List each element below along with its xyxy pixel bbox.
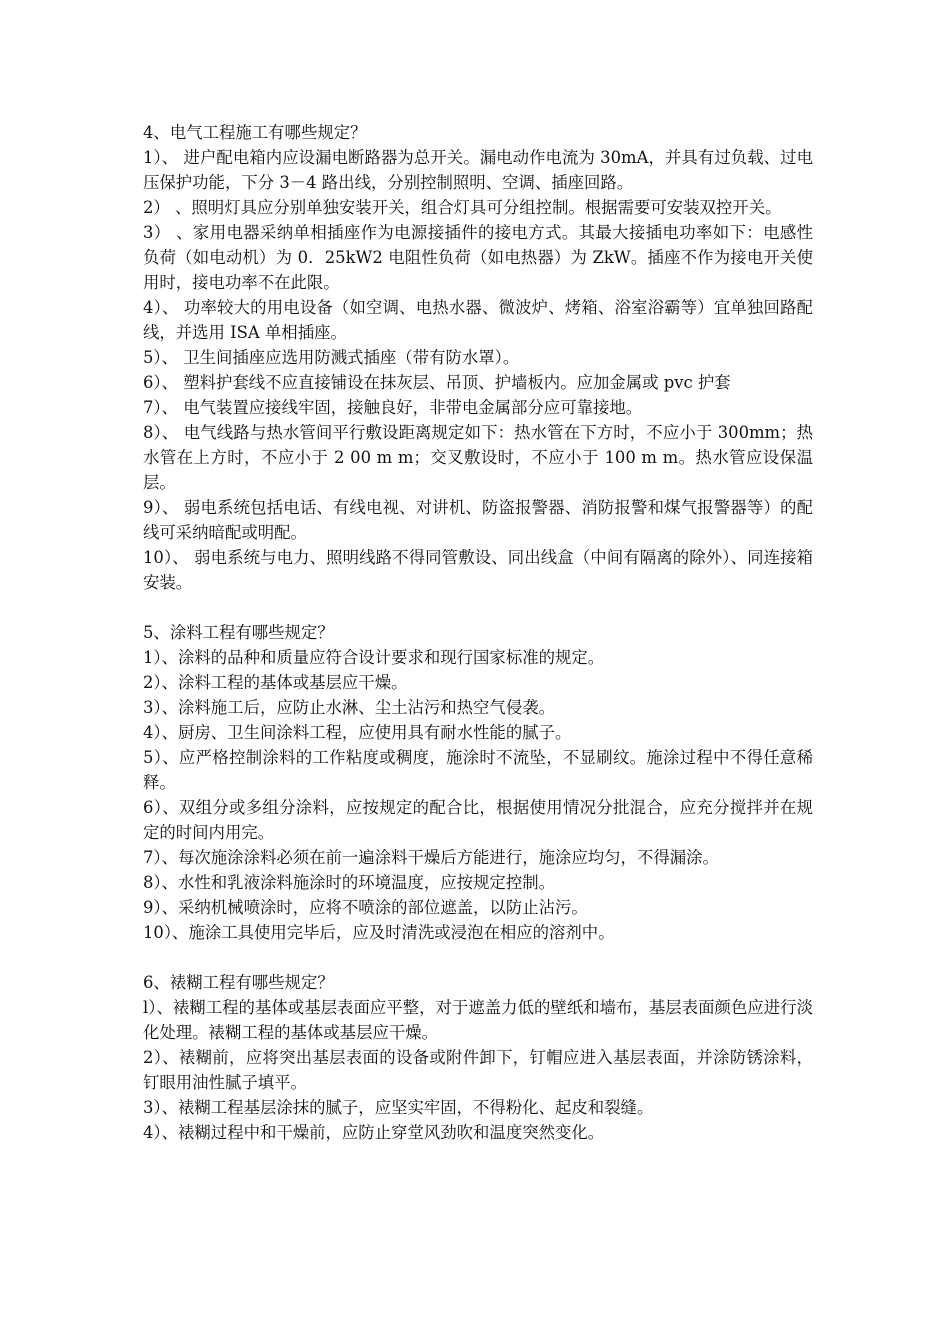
list-item: 4）、裱糊过程中和干燥前，应防止穿堂风劲吹和温度突然变化。 (143, 1123, 605, 1142)
list-item: 4）、厨房、卫生间涂料工程，应使用具有耐水性能的腻子。 (143, 723, 572, 742)
list-item: 2） 、照明灯具应分别单独安装开关，组合灯具可分组控制。根据需要可安装双控开关。 (143, 198, 782, 217)
section-title: 5、涂料工程有哪些规定？ (143, 623, 334, 642)
list-item: 8）、水性和乳液涂料施涂时的环境温度，应按规定控制。 (143, 873, 555, 892)
list-item: 8）、 电气线路与热水管间平行敷设距离规定如下：热水管在下方时，不应小于 300mm；热水管在上方时，不应小于 2 00 m m；交叉敷设时，不应小于 100 m m。热水管应设保温层。 (143, 423, 813, 492)
list-item: l）、裱糊工程的基体或基层表面应平整，对于遮盖力低的壁纸和墙布，基层表面颜色应进行淡化处理。裱糊工程的基体或基层应干燥。 (143, 998, 813, 1042)
list-item: 7）、 电气装置应接线牢固，接触良好，非带电金属部分应可靠接地。 (143, 398, 643, 417)
list-item: 10）、施涂工具使用完毕后，应及时清洗或浸泡在相应的溶剂中。 (143, 923, 615, 942)
list-item: 9）、 弱电系统包括电话、有线电视、对讲机、防盗报警器、消防报警和煤气报警器等）的配线可采纳暗配或明配。 (143, 498, 813, 542)
list-item: 9）、采纳机械喷涂时，应将不喷涂的部位遮盖，以防止沾污。 (143, 898, 588, 917)
list-item: 1）、 进户配电箱内应设漏电断路器为总开关。漏电动作电流为 30mA，并具有过负载、过电压保护功能，下分 3－4 路出线，分别控制照明、空调、插座回路。 (143, 148, 813, 192)
document-page (143, 120, 813, 1145)
list-item: 3）、涂料施工后，应防止水淋、尘土沾污和热空气侵袭。 (143, 698, 555, 717)
list-item: 5）、 卫生间插座应选用防溅式插座（带有防水罩）。 (143, 348, 520, 367)
section-electrical (143, 120, 813, 595)
list-item: 10）、 弱电系统与电力、照明线路不得同管敷设、同出线盒（中间有隔离的除外）、同连接箱安装。 (143, 548, 813, 592)
list-item: 7）、每次施涂涂料必须在前一遍涂料干燥后方能进行，施涂应均匀，不得漏涂。 (143, 848, 719, 867)
list-item: 1）、涂料的品种和质量应符合设计要求和现行国家标准的规定。 (143, 648, 605, 667)
section-title: 6、裱糊工程有哪些规定？ (143, 973, 334, 992)
list-item: 2）、裱糊前，应将突出基层表面的设备或附件卸下，钉帽应进入基层表面，并涂防锈涂料，钉眼用油性腻子填平。 (143, 1048, 813, 1092)
list-item: 3） 、家用电器采纳单相插座作为电源接插件的接电方式。其最大接插电功率如下：电感性负荷（如电动机）为 0．25kW2 电阻性负荷（如电热器）为 ZkW。插座不作为接电开关使用时，接电功率不在此限。 (143, 223, 813, 292)
section-wallpaper (143, 970, 813, 1145)
list-item: 5）、应严格控制涂料的工作粘度或稠度，施涂时不流坠，不显刷纹。施涂过程中不得任意稀释。 (143, 748, 813, 792)
list-item: 2）、涂料工程的基体或基层应干燥。 (143, 673, 408, 692)
list-item: 6）、双组分或多组分涂料，应按规定的配合比，根据使用情况分批混合，应充分搅拌并在规定的时间内用完。 (143, 798, 813, 842)
list-item: 6）、 塑料护套线不应直接铺设在抹灰层、吊顶、护墙板内。应加金属或 pvc 护套 (143, 373, 731, 392)
list-item: 4）、 功率较大的用电设备（如空调、电热水器、微波炉、烤箱、浴室浴霸等）宜单独回路配线，并选用 ISA 单相插座。 (143, 298, 813, 342)
section-coating (143, 620, 813, 945)
list-item: 3）、裱糊工程基层涂抹的腻子，应坚实牢固，不得粉化、起皮和裂缝。 (143, 1098, 654, 1117)
section-title: 4、电气工程施工有哪些规定？ (143, 123, 367, 142)
